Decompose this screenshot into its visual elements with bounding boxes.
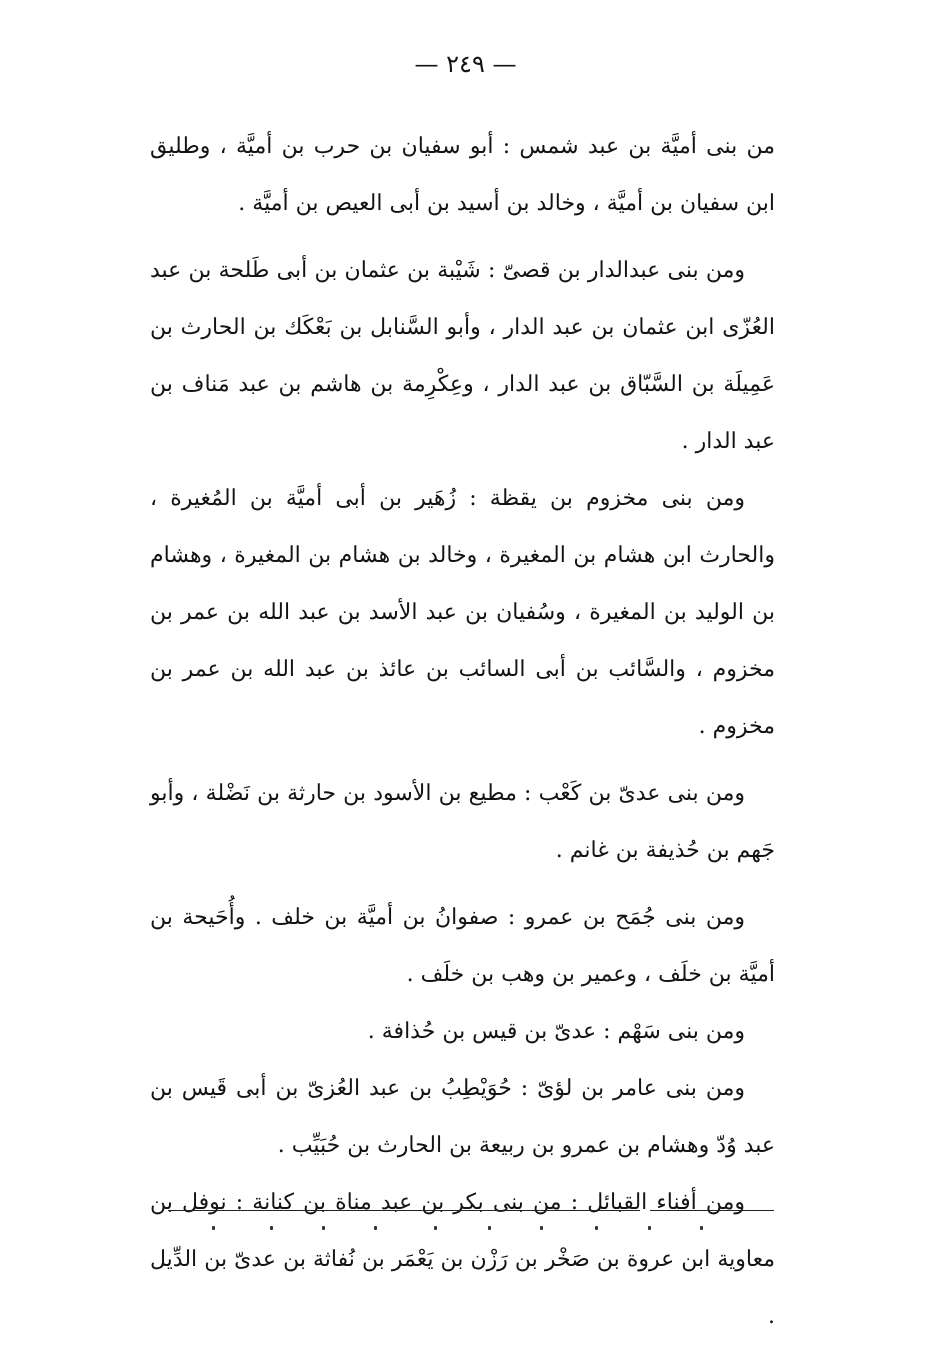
- paragraph-bani-amir: ومن بنى عامر بن لؤىّ : حُوَيْطِبُ بن عبد العُزىّ بن أبى قَيس بن عبد وُدّ وهشام بن عمرو بن ربيعة بن الحارث بن حُبَيِّب .: [150, 1076, 775, 1158]
- print-mark: [595, 1226, 598, 1230]
- footnote-divider: [168, 1210, 640, 1211]
- print-mark: [212, 1226, 215, 1230]
- print-mark: [270, 1226, 273, 1230]
- body-text: [150, 118, 775, 1345]
- footnote-divider-short: [650, 1210, 774, 1211]
- print-mark: [374, 1226, 377, 1230]
- print-mark: [322, 1226, 325, 1230]
- page-number: — ٢٤٩ —: [414, 50, 517, 78]
- print-mark: [648, 1226, 651, 1230]
- print-mark: [488, 1226, 491, 1230]
- print-mark: [434, 1226, 437, 1230]
- paragraph-bani-sahm: ومن بنى سَهْم : عدىّ بن قيس بن حُذافة .: [367, 1019, 745, 1044]
- print-marks: [200, 1226, 720, 1246]
- paragraph-bani-adiy: ومن بنى عدىّ بن كَعْب : مطيع بن الأسود بن حارثة بن نَضْلة ، وأبو جَهم بن حُذيفة بن غانم .: [150, 781, 775, 863]
- print-mark: [700, 1226, 703, 1230]
- paragraph-bani-makhzum: ومن بنى مخزوم بن يقظة : زُهَير بن أبى أميَّة بن المُغيرة ، والحارث ابن هشام بن المغيرة ، وخالد بن هشام بن المغيرة ، وهشام بن الوليد بن المغيرة ، وسُفيان بن عبد الأسد بن عبد الله بن عمر بن مخزوم ، والسَّائب بن أبى السائب بن عائذ بن عبد الله بن عمر بن مخزوم .: [150, 486, 775, 739]
- paragraph-bani-abd-al-dar: ومن بنى عبدالدار بن قصىّ : شَيْبة بن عثمان بن أبى طَلحة بن عبد العُزّى ابن عثمان بن عبد الدار ، وأبو السَّنابل بن بَعْكَك بن الحارث بن عَمِيلَة بن السَّبّاق بن عبد الدار ، وعِكْرِمة بن هاشم بن عبد مَناف بن عبد الدار .: [150, 258, 775, 454]
- paragraph-afna-al-qabail: ومن أفناء القبائل : من بنى بكر بن عبد مناة بن كنانة : نوفل بن معاوية ابن عروة بن صَخْر بن رَزْن بن يَعْمَر بن نُفاثة بن عدىّ بن الدِّيل .: [150, 1190, 775, 1329]
- paragraph-bani-umayya: من بنى أميَّة بن عبد شمس : أبو سفيان بن حرب بن أميَّة ، وطليق ابن سفيان بن أميَّة ، وخالد بن أسيد بن أبى العيص بن أميَّة .: [150, 134, 775, 216]
- paragraph-bani-jumah: ومن بنى جُمَح بن عمرو : صفوانُ بن أميَّة بن خلف . وأُحَيحة بن أميَّة بن خلَف ، وعمير بن وهب بن خلَف .: [150, 905, 775, 987]
- print-mark: [540, 1226, 543, 1230]
